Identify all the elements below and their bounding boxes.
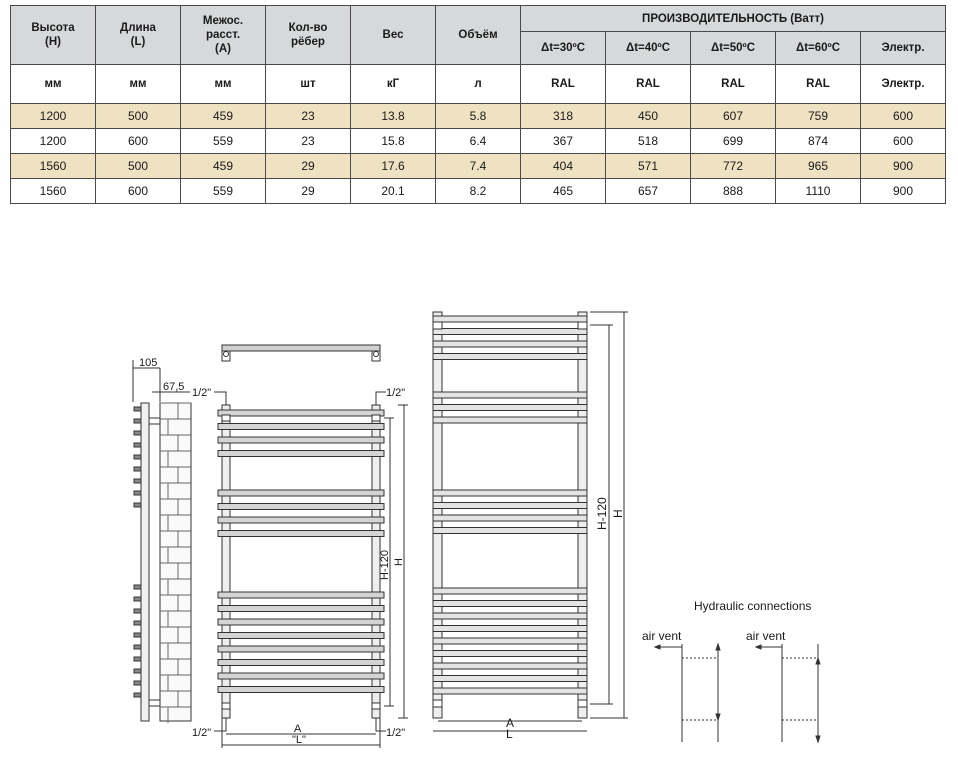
air-vent-label-1: air vent [642,629,682,643]
rib-bar [218,633,384,639]
header-axis-distance: Межос. расст. (A) [181,6,266,65]
rib-tick [134,419,141,423]
cell: 900 [861,154,946,179]
table-row [11,179,946,204]
unit-cell: RAL [606,65,691,104]
table-row [11,129,946,154]
front-h120-label: H-120 [379,550,391,580]
cell: 600 [861,129,946,154]
header-performance: ПРОИЗВОДИТЕЛЬНОСТЬ (Ватт) [521,6,946,32]
rib-tick [134,407,141,411]
rib-tick [134,669,141,673]
rib-bar [218,619,384,625]
cell: 559 [181,179,266,204]
rib-bar [433,588,587,594]
rib-bar [218,437,384,443]
rib-tick [134,585,141,589]
rib-bar [218,687,384,693]
rib-bar [218,517,384,523]
unit-cell: RAL [776,65,861,104]
cell: 459 [181,104,266,129]
rib-tick [134,455,141,459]
air-vent-label-2: air vent [746,629,786,643]
cell: 772 [691,154,776,179]
dim-67-label: 67,5 [163,381,185,393]
rib-tick [134,431,141,435]
rear-a-label: A [506,716,515,730]
cell: 8.2 [436,179,521,204]
cell: 1560 [11,179,96,204]
rib-bar [218,531,384,537]
rib-bar [433,341,587,347]
side-view [133,360,191,723]
rib-bar [218,424,384,430]
cell: 459 [181,154,266,179]
cell: 404 [521,154,606,179]
rib-bar [218,410,384,416]
cell: 7.4 [436,154,521,179]
cell: 318 [521,104,606,129]
rear-h-label: H [611,509,625,518]
rib-bar [433,676,587,682]
cell: 13.8 [351,104,436,129]
cell: 6.4 [436,129,521,154]
cell: 518 [606,129,691,154]
cell: 888 [691,179,776,204]
unit-cell: мм [11,65,96,104]
header-dt60: Δt=60ºC [776,32,861,65]
rib-tick [134,693,141,697]
cell: 759 [776,104,861,129]
rear-h120-label: H-120 [595,497,609,530]
unit-cell: мм [181,65,266,104]
header-electric: Электр. [861,32,946,65]
rib-bar [433,601,587,607]
front-l-label: "L" [292,734,306,746]
rib-bar [218,504,384,510]
cell: 1110 [776,179,861,204]
cell: 657 [606,179,691,204]
table-row [11,154,946,179]
rear-l-label: L [506,727,513,741]
units-row [11,65,946,104]
cell: 500 [96,154,181,179]
rib-bar [433,626,587,632]
unit-cell: кГ [351,65,436,104]
dim-105-label: 105 [139,357,158,369]
rib-tick [134,503,141,507]
unit-cell: мм [96,65,181,104]
thread-top-left-label: 1/2" [192,387,212,399]
rib-bar [433,329,587,335]
header-dt40: Δt=40ºC [606,32,691,65]
header-volume: Объём [436,6,521,65]
thread-top-right-label: 1/2" [386,387,406,399]
rib-bar [433,613,587,619]
rib-bar [433,490,587,496]
rib-bar [218,490,384,496]
side-rib-ticks [134,407,141,697]
cell: 600 [96,129,181,154]
rib-bar [218,660,384,666]
cell: 17.6 [351,154,436,179]
rib-bar [433,688,587,694]
unit-cell: шт [266,65,351,104]
cell: 23 [266,104,351,129]
front-rib-bars [218,410,384,693]
cell: 20.1 [351,179,436,204]
cell: 465 [521,179,606,204]
rib-tick [134,681,141,685]
rib-bar [218,592,384,598]
table-row [11,104,946,129]
rib-bar [433,417,587,423]
cell: 600 [861,104,946,129]
rib-bar [433,528,587,534]
thread-bottom-right-label: 1/2" [386,727,406,739]
header-dt50: Δt=50ºC [691,32,776,65]
unit-cell: RAL [521,65,606,104]
cell: 29 [266,154,351,179]
top-view [222,345,380,361]
rib-bar [433,405,587,411]
unit-cell: л [436,65,521,104]
rib-bar [433,638,587,644]
rib-tick [134,633,141,637]
cell: 607 [691,104,776,129]
rib-bar [218,606,384,612]
rib-bar [218,646,384,652]
rib-bar [433,316,587,322]
header-length: Длина (L) [96,6,181,65]
thread-bottom-left-label: 1/2" [192,727,212,739]
rib-tick [134,621,141,625]
cell: 600 [96,179,181,204]
cell: 500 [96,104,181,129]
rib-bar [433,354,587,360]
rear-rib-bars [433,316,587,694]
cell: 965 [776,154,861,179]
cell: 874 [776,129,861,154]
cell: 450 [606,104,691,129]
rib-tick [134,467,141,471]
cell: 1200 [11,129,96,154]
cell: 1560 [11,154,96,179]
cell: 23 [266,129,351,154]
unit-cell: Электр. [861,65,946,104]
cell: 559 [181,129,266,154]
rib-bar [433,515,587,521]
rib-bar [218,673,384,679]
header-weight: Вес [351,6,436,65]
cell: 900 [861,179,946,204]
cell: 367 [521,129,606,154]
front-a-label: A [294,723,302,735]
cell: 29 [266,179,351,204]
header-dt30: Δt=30ºC [521,32,606,65]
cell: 699 [691,129,776,154]
rib-tick [134,645,141,649]
cell: 5.8 [436,104,521,129]
rib-bar [433,392,587,398]
wall-bricks [160,403,191,723]
cell: 1200 [11,104,96,129]
rib-bar [433,651,587,657]
rib-tick [134,609,141,613]
rib-bar [433,503,587,509]
header-rib-count: Кол-во рёбер [266,6,351,65]
hydraulic-title: Hydraulic connections [694,599,812,613]
cell: 571 [606,154,691,179]
front-h-label: H [393,558,405,566]
rib-tick [134,491,141,495]
rib-tick [134,443,141,447]
spec-table [10,5,946,204]
rib-tick [134,479,141,483]
cell: 15.8 [351,129,436,154]
rib-tick [134,657,141,661]
hydraulic-diagram-1 [655,644,720,742]
rib-tick [134,597,141,601]
rib-bar [433,663,587,669]
header-height: Высота (H) [11,6,96,65]
hydraulic-diagram-2 [756,644,820,742]
unit-cell: RAL [691,65,776,104]
technical-drawing [0,290,958,757]
rib-bar [218,451,384,457]
